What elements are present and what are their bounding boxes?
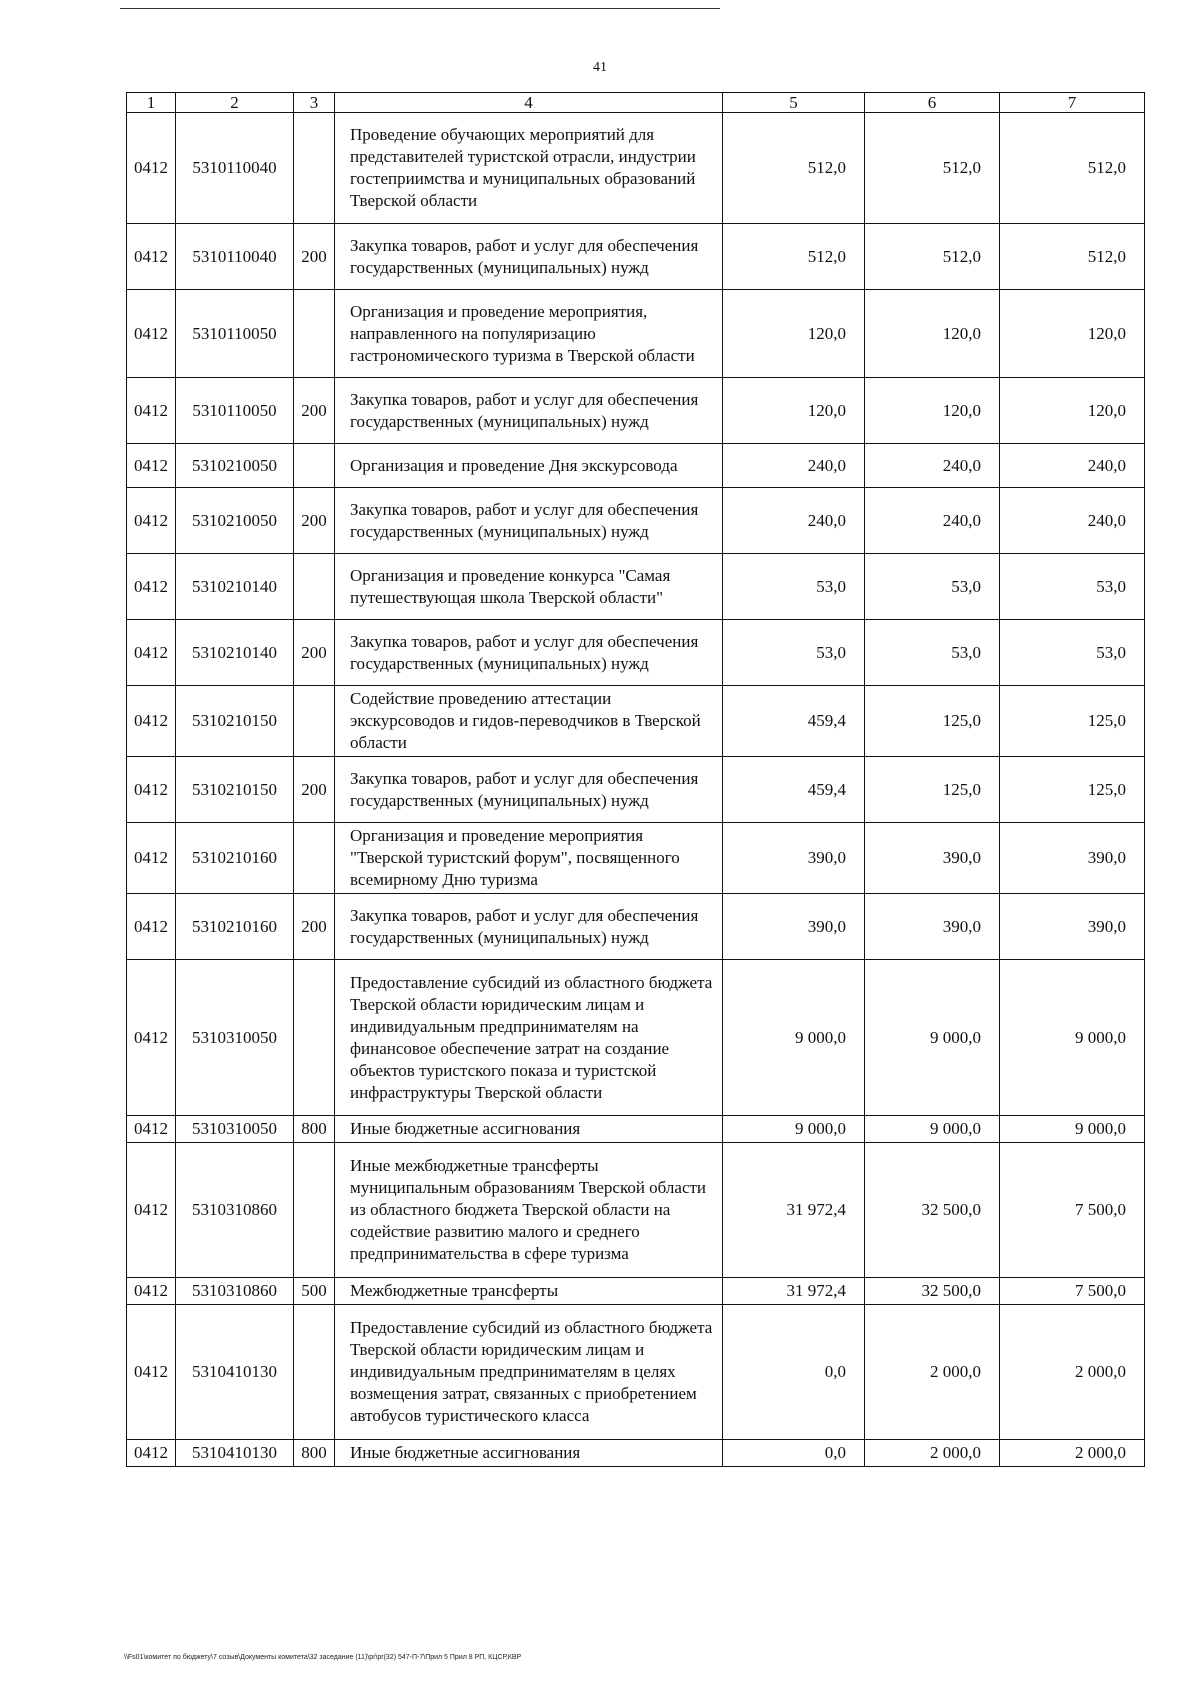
amount-col7-cell: 125,0 — [1000, 686, 1145, 757]
table-row — [127, 444, 1145, 488]
item-name-cell: Иные бюджетные ассигнования — [335, 1440, 723, 1467]
amount-col7-cell: 7 500,0 — [1000, 1278, 1145, 1305]
item-name-cell: Иные бюджетные ассигнования — [335, 1116, 723, 1143]
section-cell: 0412 — [127, 960, 176, 1116]
amount-col7-cell: 125,0 — [1000, 757, 1145, 823]
item-name-cell: Закупка товаров, работ и услуг для обеспечения государственных (муниципальных) нужд — [335, 378, 723, 444]
expense-type-cell: 200 — [294, 488, 335, 554]
target-code-cell: 5310210140 — [176, 554, 294, 620]
amount-col6-cell: 2 000,0 — [865, 1440, 1000, 1467]
amount-col7-cell: 53,0 — [1000, 554, 1145, 620]
amount-col5-cell: 0,0 — [723, 1440, 865, 1467]
target-code-cell: 5310210150 — [176, 757, 294, 823]
amount-col5-cell: 53,0 — [723, 554, 865, 620]
table-row — [127, 823, 1145, 894]
amount-col6-cell: 120,0 — [865, 290, 1000, 378]
amount-col6-cell: 125,0 — [865, 757, 1000, 823]
amount-col5-cell: 120,0 — [723, 290, 865, 378]
amount-col5-cell: 240,0 — [723, 488, 865, 554]
table-row — [127, 554, 1145, 620]
expense-type-cell — [294, 823, 335, 894]
amount-col5-cell: 390,0 — [723, 823, 865, 894]
section-cell: 0412 — [127, 1116, 176, 1143]
table-row — [127, 1278, 1145, 1305]
expense-type-cell: 800 — [294, 1116, 335, 1143]
item-name-cell: Иные межбюджетные трансферты муниципальным образованиям Тверской области из областного бюджета Тверской области на содействие развитию малого и среднего предпринимательства в сфере туризма — [335, 1143, 723, 1278]
amount-col7-cell: 9 000,0 — [1000, 1116, 1145, 1143]
expense-type-cell — [294, 1305, 335, 1440]
amount-col5-cell: 390,0 — [723, 894, 865, 960]
expense-type-cell: 500 — [294, 1278, 335, 1305]
expense-type-cell — [294, 1143, 335, 1278]
amount-col6-cell: 390,0 — [865, 823, 1000, 894]
section-cell: 0412 — [127, 1305, 176, 1440]
amount-col7-cell: 2 000,0 — [1000, 1305, 1145, 1440]
table-row — [127, 1116, 1145, 1143]
table-row — [127, 894, 1145, 960]
expense-type-cell — [294, 444, 335, 488]
section-cell: 0412 — [127, 488, 176, 554]
amount-col7-cell: 240,0 — [1000, 444, 1145, 488]
section-cell: 0412 — [127, 823, 176, 894]
footer-file-path: \\Fs01\комитет по бюджету\7 созыв\Документы комитета\32 заседание (11)\pr\pr(32) 547-П-7\Прил 5 Прил 8 РП, КЦСР,КВР — [124, 1654, 522, 1661]
target-code-cell: 5310110040 — [176, 224, 294, 290]
table-row — [127, 113, 1145, 224]
expense-type-cell: 200 — [294, 378, 335, 444]
target-code-cell: 5310210160 — [176, 823, 294, 894]
amount-col6-cell: 120,0 — [865, 378, 1000, 444]
amount-col5-cell: 53,0 — [723, 620, 865, 686]
page-number: 41 — [593, 60, 607, 75]
amount-col6-cell: 53,0 — [865, 554, 1000, 620]
section-cell: 0412 — [127, 113, 176, 224]
column-header-7: 7 — [1000, 93, 1145, 113]
amount-col7-cell: 120,0 — [1000, 290, 1145, 378]
target-code-cell: 5310410130 — [176, 1305, 294, 1440]
column-header-2: 2 — [176, 93, 294, 113]
amount-col7-cell: 53,0 — [1000, 620, 1145, 686]
amount-col7-cell: 390,0 — [1000, 894, 1145, 960]
amount-col6-cell: 9 000,0 — [865, 1116, 1000, 1143]
amount-col5-cell: 31 972,4 — [723, 1143, 865, 1278]
section-cell: 0412 — [127, 1143, 176, 1278]
budget-table — [126, 92, 1145, 1467]
amount-col5-cell: 120,0 — [723, 378, 865, 444]
item-name-cell: Закупка товаров, работ и услуг для обеспечения государственных (муниципальных) нужд — [335, 620, 723, 686]
amount-col6-cell: 512,0 — [865, 113, 1000, 224]
expense-type-cell — [294, 686, 335, 757]
amount-col5-cell: 512,0 — [723, 113, 865, 224]
amount-col6-cell: 2 000,0 — [865, 1305, 1000, 1440]
table-row — [127, 378, 1145, 444]
item-name-cell: Организация и проведение мероприятия, направленного на популяризацию гастрономического туризма в Тверской области — [335, 290, 723, 378]
amount-col5-cell: 240,0 — [723, 444, 865, 488]
column-header-4: 4 — [335, 93, 723, 113]
amount-col7-cell: 120,0 — [1000, 378, 1145, 444]
top-scan-line — [120, 8, 720, 9]
amount-col6-cell: 390,0 — [865, 894, 1000, 960]
amount-col6-cell: 512,0 — [865, 224, 1000, 290]
item-name-cell: Закупка товаров, работ и услуг для обеспечения государственных (муниципальных) нужд — [335, 488, 723, 554]
section-cell: 0412 — [127, 224, 176, 290]
item-name-cell: Закупка товаров, работ и услуг для обеспечения государственных (муниципальных) нужд — [335, 757, 723, 823]
expense-type-cell — [294, 290, 335, 378]
target-code-cell: 5310210050 — [176, 488, 294, 554]
target-code-cell: 5310410130 — [176, 1440, 294, 1467]
expense-type-cell: 200 — [294, 224, 335, 290]
target-code-cell: 5310210140 — [176, 620, 294, 686]
column-header-6: 6 — [865, 93, 1000, 113]
expense-type-cell: 200 — [294, 757, 335, 823]
section-cell: 0412 — [127, 757, 176, 823]
amount-col5-cell: 0,0 — [723, 1305, 865, 1440]
table-row — [127, 686, 1145, 757]
amount-col7-cell: 2 000,0 — [1000, 1440, 1145, 1467]
amount-col6-cell: 240,0 — [865, 488, 1000, 554]
item-name-cell: Организация и проведение Дня экскурсовода — [335, 444, 723, 488]
target-code-cell: 5310310050 — [176, 960, 294, 1116]
target-code-cell: 5310110050 — [176, 378, 294, 444]
amount-col5-cell: 9 000,0 — [723, 1116, 865, 1143]
section-cell: 0412 — [127, 554, 176, 620]
item-name-cell: Межбюджетные трансферты — [335, 1278, 723, 1305]
item-name-cell: Содействие проведению аттестации экскурсоводов и гидов-переводчиков в Тверской области — [335, 686, 723, 757]
section-cell: 0412 — [127, 378, 176, 444]
item-name-cell: Проведение обучающих мероприятий для представителей туристской отрасли, индустрии гостеприимства и муниципальных образований Тверской области — [335, 113, 723, 224]
amount-col5-cell: 459,4 — [723, 686, 865, 757]
section-cell: 0412 — [127, 894, 176, 960]
column-header-3: 3 — [294, 93, 335, 113]
section-cell: 0412 — [127, 620, 176, 686]
target-code-cell: 5310310860 — [176, 1143, 294, 1278]
expense-type-cell: 200 — [294, 620, 335, 686]
amount-col6-cell: 53,0 — [865, 620, 1000, 686]
amount-col5-cell: 9 000,0 — [723, 960, 865, 1116]
amount-col5-cell: 459,4 — [723, 757, 865, 823]
target-code-cell: 5310310050 — [176, 1116, 294, 1143]
column-header-5: 5 — [723, 93, 865, 113]
section-cell: 0412 — [127, 444, 176, 488]
target-code-cell: 5310210160 — [176, 894, 294, 960]
table-row — [127, 224, 1145, 290]
amount-col7-cell: 390,0 — [1000, 823, 1145, 894]
table-row — [127, 1143, 1145, 1278]
item-name-cell: Организация и проведение конкурса "Самая путешествующая школа Тверской области" — [335, 554, 723, 620]
amount-col6-cell: 9 000,0 — [865, 960, 1000, 1116]
item-name-cell: Предоставление субсидий из областного бюджета Тверской области юридическим лицам и индивидуальным предпринимателям на финансовое обеспечение затрат на создание объектов туристского показа и туристской инфраструктуры Тверской области — [335, 960, 723, 1116]
target-code-cell: 5310210050 — [176, 444, 294, 488]
target-code-cell: 5310110050 — [176, 290, 294, 378]
section-cell: 0412 — [127, 290, 176, 378]
table-row — [127, 960, 1145, 1116]
expense-type-cell — [294, 113, 335, 224]
amount-col6-cell: 32 500,0 — [865, 1143, 1000, 1278]
table-row — [127, 290, 1145, 378]
section-cell: 0412 — [127, 1440, 176, 1467]
expense-type-cell — [294, 960, 335, 1116]
amount-col7-cell: 512,0 — [1000, 224, 1145, 290]
amount-col7-cell: 240,0 — [1000, 488, 1145, 554]
amount-col7-cell: 7 500,0 — [1000, 1143, 1145, 1278]
item-name-cell: Закупка товаров, работ и услуг для обеспечения государственных (муниципальных) нужд — [335, 224, 723, 290]
table-row — [127, 488, 1145, 554]
table-row — [127, 1440, 1145, 1467]
expense-type-cell: 800 — [294, 1440, 335, 1467]
section-cell: 0412 — [127, 1278, 176, 1305]
table-row — [127, 757, 1145, 823]
item-name-cell: Предоставление субсидий из областного бюджета Тверской области юридическим лицам и индивидуальным предпринимателям в целях возмещения затрат, связанных с приобретением автобусов туристического класса — [335, 1305, 723, 1440]
expense-type-cell: 200 — [294, 894, 335, 960]
item-name-cell: Закупка товаров, работ и услуг для обеспечения государственных (муниципальных) нужд — [335, 894, 723, 960]
target-code-cell: 5310110040 — [176, 113, 294, 224]
amount-col6-cell: 125,0 — [865, 686, 1000, 757]
target-code-cell: 5310310860 — [176, 1278, 294, 1305]
table-header-row — [127, 93, 1145, 113]
table-row — [127, 620, 1145, 686]
expense-type-cell — [294, 554, 335, 620]
amount-col6-cell: 32 500,0 — [865, 1278, 1000, 1305]
section-cell: 0412 — [127, 686, 176, 757]
column-header-1: 1 — [127, 93, 176, 113]
amount-col5-cell: 31 972,4 — [723, 1278, 865, 1305]
amount-col6-cell: 240,0 — [865, 444, 1000, 488]
target-code-cell: 5310210150 — [176, 686, 294, 757]
amount-col7-cell: 512,0 — [1000, 113, 1145, 224]
amount-col5-cell: 512,0 — [723, 224, 865, 290]
item-name-cell: Организация и проведение мероприятия "Тверской туристский форум", посвященного всемирному Дню туризма — [335, 823, 723, 894]
table-row — [127, 1305, 1145, 1440]
amount-col7-cell: 9 000,0 — [1000, 960, 1145, 1116]
